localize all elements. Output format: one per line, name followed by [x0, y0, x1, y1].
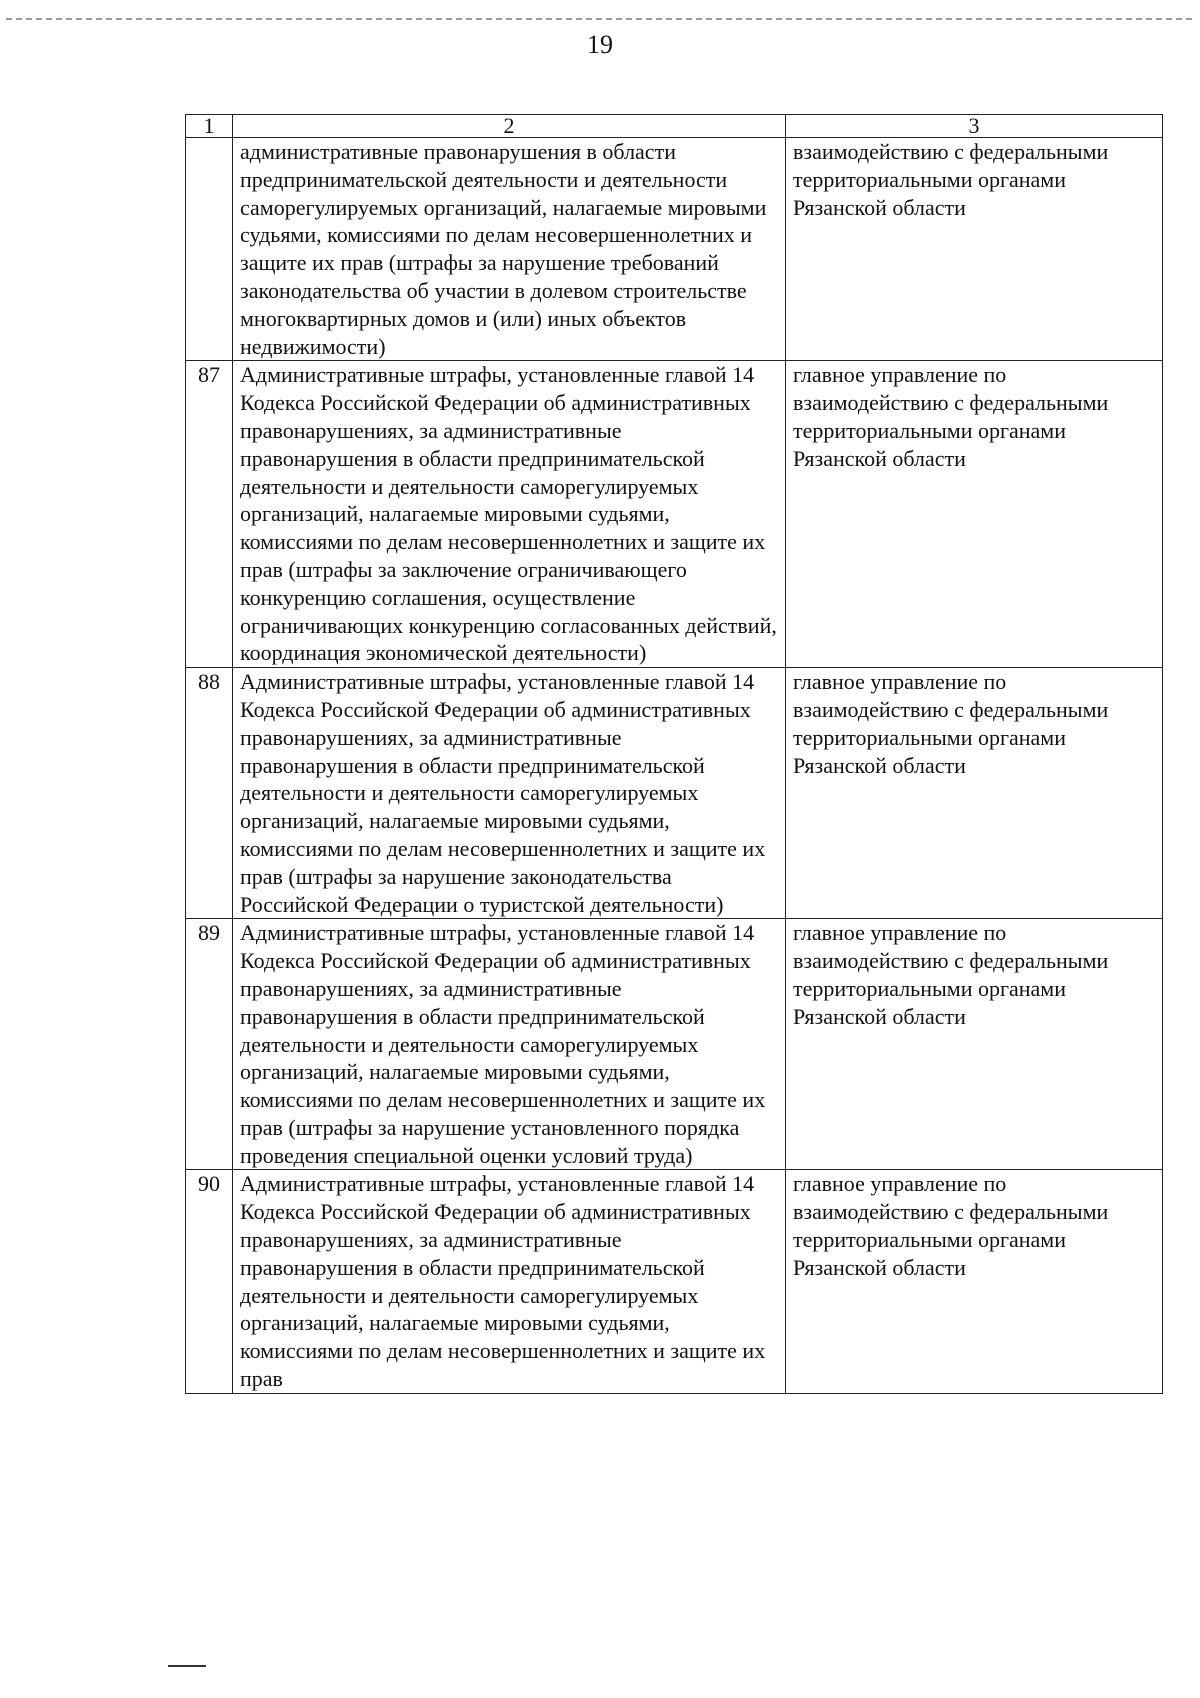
header-col-3: 3 [786, 115, 1163, 138]
row-number [186, 138, 233, 361]
table-row [186, 361, 1163, 668]
table-body [186, 138, 1163, 1394]
header-row [186, 115, 1163, 138]
row-administrator: главное управление по взаимодействию с федеральными территориальными органами Рязанской области [786, 668, 1163, 919]
row-number: 87 [186, 361, 233, 668]
row-number: 89 [186, 919, 233, 1170]
table-header [186, 115, 1163, 138]
header-col-1: 1 [186, 115, 233, 138]
row-administrator: главное управление по взаимодействию с федеральными территориальными органами Рязанской области [786, 919, 1163, 1170]
row-administrator: главное управление по взаимодействию с федеральными территориальными органами Рязанской области [786, 361, 1163, 668]
row-description: административные правонарушения в области предпринимательской деятельности и деятельности саморегулируемых организаций, налагаемые мировыми судьями, комиссиями по делам несовершеннолетних и защите их прав (штрафы за нарушение требований законодательства об участии в долевом строительстве многоквартирных домов и (или) иных объектов недвижимости) [233, 138, 786, 361]
table-row [186, 1170, 1163, 1393]
table-row [186, 919, 1163, 1170]
page-number: 19 [587, 30, 613, 59]
page-bottom-mark [168, 1665, 206, 1667]
row-administrator: главное управление по взаимодействию с федеральными территориальными органами Рязанской области [786, 1170, 1163, 1393]
table-row [186, 138, 1163, 361]
table-row [186, 668, 1163, 919]
header-col-2: 2 [233, 115, 786, 138]
row-number: 88 [186, 668, 233, 919]
revenue-table [185, 114, 1163, 1394]
page-top-rule [6, 18, 1192, 20]
row-description: Административные штрафы, установленные главой 14 Кодекса Российской Федерации об административных правонарушениях, за административные правонарушения в области предпринимательской деятельности и деятельности саморегулируемых организаций, налагаемые мировыми судьями, комиссиями по делам несовершеннолетних и защите их прав (штрафы за нарушение установленного порядка проведения специальной оценки условий труда) [233, 919, 786, 1170]
row-description: Административные штрафы, установленные главой 14 Кодекса Российской Федерации об административных правонарушениях, за административные правонарушения в области предпринимательской деятельности и деятельности саморегулируемых организаций, налагаемые мировыми судьями, комиссиями по делам несовершеннолетних и защите их прав (штрафы за заключение ограничивающего конкуренцию соглашения, осуществление ограничивающих конкуренцию согласованных действий, координация экономической деятельности) [233, 361, 786, 668]
row-description: Административные штрафы, установленные главой 14 Кодекса Российской Федерации об административных правонарушениях, за административные правонарушения в области предпринимательской деятельности и деятельности саморегулируемых организаций, налагаемые мировыми судьями, комиссиями по делам несовершеннолетних и защите их прав [233, 1170, 786, 1393]
row-description: Административные штрафы, установленные главой 14 Кодекса Российской Федерации об административных правонарушениях, за административные правонарушения в области предпринимательской деятельности и деятельности саморегулируемых организаций, налагаемые мировыми судьями, комиссиями по делам несовершеннолетних и защите их прав (штрафы за нарушение законодательства Российской Федерации о туристской деятельности) [233, 668, 786, 919]
row-number: 90 [186, 1170, 233, 1393]
row-administrator: взаимодействию с федеральными территориальными органами Рязанской области [786, 138, 1163, 361]
